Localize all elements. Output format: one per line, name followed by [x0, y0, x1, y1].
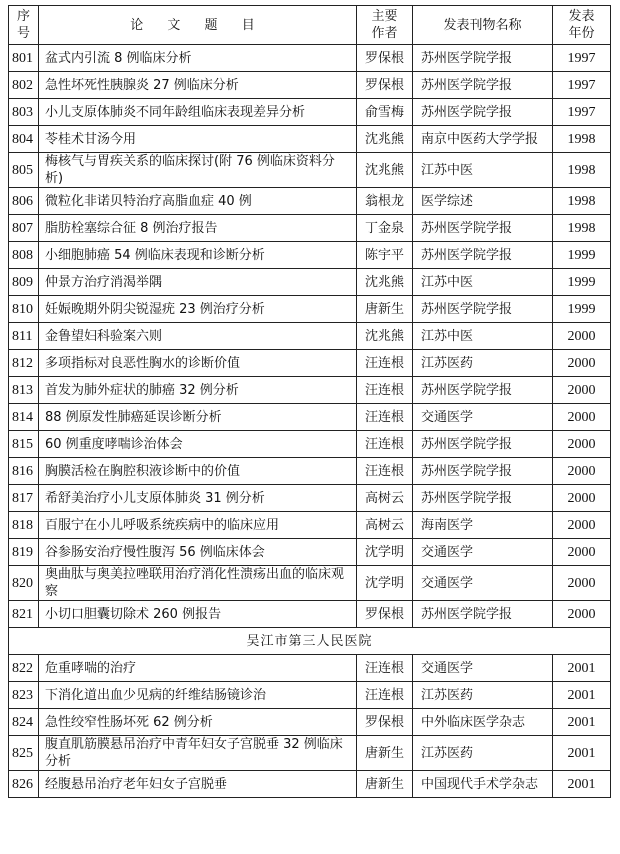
- row-year: 2000: [553, 404, 611, 431]
- row-author: 沈兆熊: [357, 269, 413, 296]
- row-year: 1999: [553, 269, 611, 296]
- table-row: [9, 296, 611, 323]
- row-year: 2000: [553, 566, 611, 601]
- row-journal: 交通医学: [413, 566, 553, 601]
- table-row: [9, 771, 611, 798]
- row-journal: 苏州医学院学报: [413, 242, 553, 269]
- row-title: 奥曲肽与奥美拉唑联用治疗消化性溃疡出血的临床观察: [39, 566, 357, 601]
- row-journal: 医学综述: [413, 188, 553, 215]
- row-journal: 海南医学: [413, 512, 553, 539]
- table-row: [9, 188, 611, 215]
- row-number: 823: [9, 682, 39, 709]
- table-row: [9, 72, 611, 99]
- header-year: 发表 年份: [553, 6, 611, 45]
- section-row: [9, 628, 611, 655]
- row-title: 希舒美治疗小儿支原体肺炎 31 例分析: [39, 485, 357, 512]
- row-journal: 交通医学: [413, 539, 553, 566]
- row-author: 罗保根: [357, 72, 413, 99]
- header-title: 论 文 题 目: [39, 6, 357, 45]
- row-year: 1997: [553, 45, 611, 72]
- row-number: 820: [9, 566, 39, 601]
- row-number: 811: [9, 323, 39, 350]
- row-author: 唐新生: [357, 771, 413, 798]
- row-author: 沈兆熊: [357, 323, 413, 350]
- row-author: 汪连根: [357, 655, 413, 682]
- row-author: 汪连根: [357, 682, 413, 709]
- row-title: 盆式内引流 8 例临床分析: [39, 45, 357, 72]
- row-journal: 江苏医药: [413, 682, 553, 709]
- row-journal: 交通医学: [413, 655, 553, 682]
- row-author: 沈兆熊: [357, 126, 413, 153]
- row-author: 丁金泉: [357, 215, 413, 242]
- row-year: 1997: [553, 99, 611, 126]
- table-row: [9, 99, 611, 126]
- row-journal: 中外临床医学杂志: [413, 709, 553, 736]
- row-year: 1998: [553, 188, 611, 215]
- table-row: [9, 458, 611, 485]
- row-number: 801: [9, 45, 39, 72]
- row-author: 汪连根: [357, 458, 413, 485]
- row-number: 819: [9, 539, 39, 566]
- row-year: 1997: [553, 72, 611, 99]
- header-journal: 发表刊物名称: [413, 6, 553, 45]
- row-number: 808: [9, 242, 39, 269]
- row-title: 危重哮喘的治疗: [39, 655, 357, 682]
- row-year: 2001: [553, 682, 611, 709]
- row-number: 816: [9, 458, 39, 485]
- row-title: 百服宁在小儿呼吸系统疾病中的临床应用: [39, 512, 357, 539]
- table-row: [9, 709, 611, 736]
- table-row: [9, 655, 611, 682]
- row-number: 824: [9, 709, 39, 736]
- row-author: 罗保根: [357, 709, 413, 736]
- row-author: 俞雪梅: [357, 99, 413, 126]
- row-year: 1998: [553, 126, 611, 153]
- row-journal: 苏州医学院学报: [413, 72, 553, 99]
- row-year: 2001: [553, 771, 611, 798]
- table-row: [9, 601, 611, 628]
- row-year: 2000: [553, 377, 611, 404]
- header-no: 序 号: [9, 6, 39, 45]
- table-body-2: [9, 655, 611, 798]
- row-number: 804: [9, 126, 39, 153]
- row-author: 高树云: [357, 485, 413, 512]
- row-author: 唐新生: [357, 296, 413, 323]
- row-number: 812: [9, 350, 39, 377]
- row-year: 2000: [553, 458, 611, 485]
- section-body: [9, 628, 611, 655]
- row-number: 802: [9, 72, 39, 99]
- table-row: [9, 242, 611, 269]
- table-row: [9, 512, 611, 539]
- table-row: [9, 269, 611, 296]
- row-year: 2001: [553, 655, 611, 682]
- row-title: 小切口胆囊切除术 260 例报告: [39, 601, 357, 628]
- row-author: 沈兆熊: [357, 153, 413, 188]
- table-row: [9, 736, 611, 771]
- table-header-row: [9, 6, 611, 45]
- row-year: 1999: [553, 242, 611, 269]
- row-journal: 江苏医药: [413, 736, 553, 771]
- table-body-1: [9, 45, 611, 628]
- row-number: 822: [9, 655, 39, 682]
- row-title: 急性绞窄性肠坏死 62 例分析: [39, 709, 357, 736]
- row-title: 妊娠晚期外阴尖锐湿疣 23 例治疗分析: [39, 296, 357, 323]
- row-author: 陈宇平: [357, 242, 413, 269]
- paper-list-table: [8, 5, 611, 798]
- table-row: [9, 682, 611, 709]
- row-journal: 江苏中医: [413, 323, 553, 350]
- table-row: [9, 323, 611, 350]
- row-year: 2000: [553, 350, 611, 377]
- row-year: 1998: [553, 215, 611, 242]
- row-number: 805: [9, 153, 39, 188]
- row-journal: 苏州医学院学报: [413, 296, 553, 323]
- row-journal: 苏州医学院学报: [413, 377, 553, 404]
- row-journal: 苏州医学院学报: [413, 458, 553, 485]
- row-title: 金鲁望妇科验案六则: [39, 323, 357, 350]
- row-number: 826: [9, 771, 39, 798]
- row-number: 803: [9, 99, 39, 126]
- row-year: 2000: [553, 485, 611, 512]
- row-journal: 苏州医学院学报: [413, 601, 553, 628]
- row-journal: 苏州医学院学报: [413, 485, 553, 512]
- table-row: [9, 215, 611, 242]
- table-row: [9, 431, 611, 458]
- row-journal: 江苏中医: [413, 153, 553, 188]
- row-journal: 江苏医药: [413, 350, 553, 377]
- row-title: 小儿支原体肺炎不同年龄组临床表现差异分析: [39, 99, 357, 126]
- row-number: 814: [9, 404, 39, 431]
- row-title: 腹直肌筋膜悬吊治疗中青年妇女子宫脱垂 32 例临床分析: [39, 736, 357, 771]
- row-number: 825: [9, 736, 39, 771]
- row-journal: 江苏中医: [413, 269, 553, 296]
- row-title: 下消化道出血少见病的纤维结肠镜诊治: [39, 682, 357, 709]
- table-row: [9, 126, 611, 153]
- row-author: 汪连根: [357, 350, 413, 377]
- row-title: 仲景方治疗消渴举隅: [39, 269, 357, 296]
- row-title: 脂肪栓塞综合征 8 例治疗报告: [39, 215, 357, 242]
- table-row: [9, 566, 611, 601]
- table-row: [9, 377, 611, 404]
- row-number: 809: [9, 269, 39, 296]
- row-title: 经腹悬吊治疗老年妇女子宫脱垂: [39, 771, 357, 798]
- row-year: 1999: [553, 296, 611, 323]
- row-author: 翁根龙: [357, 188, 413, 215]
- row-title: 首发为肺外症状的肺癌 32 例分析: [39, 377, 357, 404]
- row-year: 2000: [553, 539, 611, 566]
- row-journal: 交通医学: [413, 404, 553, 431]
- row-title: 微粒化非诺贝特治疗高脂血症 40 例: [39, 188, 357, 215]
- row-title: 梅核气与胃疾关系的临床探讨(附 76 例临床资料分析): [39, 153, 357, 188]
- row-author: 汪连根: [357, 431, 413, 458]
- table-row: [9, 485, 611, 512]
- row-year: 2001: [553, 709, 611, 736]
- row-title: 谷参肠安治疗慢性腹泻 56 例临床体会: [39, 539, 357, 566]
- table-row: [9, 350, 611, 377]
- section-title: 吴江市第三人民医院: [9, 628, 611, 655]
- row-number: 806: [9, 188, 39, 215]
- row-number: 810: [9, 296, 39, 323]
- row-number: 818: [9, 512, 39, 539]
- row-journal: 南京中医药大学学报: [413, 126, 553, 153]
- row-title: 60 例重度哮喘诊治体会: [39, 431, 357, 458]
- row-journal: 中国现代手术学杂志: [413, 771, 553, 798]
- table-row: [9, 404, 611, 431]
- table-row: [9, 153, 611, 188]
- row-year: 2000: [553, 601, 611, 628]
- row-year: 2000: [553, 323, 611, 350]
- row-journal: 苏州医学院学报: [413, 215, 553, 242]
- row-title: 急性坏死性胰腺炎 27 例临床分析: [39, 72, 357, 99]
- header-author: 主要 作者: [357, 6, 413, 45]
- row-number: 815: [9, 431, 39, 458]
- row-author: 罗保根: [357, 45, 413, 72]
- row-journal: 苏州医学院学报: [413, 431, 553, 458]
- row-author: 罗保根: [357, 601, 413, 628]
- row-year: 2000: [553, 512, 611, 539]
- row-journal: 苏州医学院学报: [413, 99, 553, 126]
- row-title: 胸膜活检在胸腔积液诊断中的价值: [39, 458, 357, 485]
- table-row: [9, 539, 611, 566]
- row-author: 汪连根: [357, 404, 413, 431]
- row-title: 多项指标对良恶性胸水的诊断价值: [39, 350, 357, 377]
- row-number: 817: [9, 485, 39, 512]
- row-title: 小细胞肺癌 54 例临床表现和诊断分析: [39, 242, 357, 269]
- row-journal: 苏州医学院学报: [413, 45, 553, 72]
- row-year: 2001: [553, 736, 611, 771]
- table-row: [9, 45, 611, 72]
- row-author: 高树云: [357, 512, 413, 539]
- row-number: 807: [9, 215, 39, 242]
- row-year: 1998: [553, 153, 611, 188]
- row-author: 唐新生: [357, 736, 413, 771]
- row-year: 2000: [553, 431, 611, 458]
- row-number: 813: [9, 377, 39, 404]
- row-title: 88 例原发性肺癌延误诊断分析: [39, 404, 357, 431]
- row-title: 苓桂术甘汤今用: [39, 126, 357, 153]
- row-author: 汪连根: [357, 377, 413, 404]
- row-number: 821: [9, 601, 39, 628]
- row-author: 沈学明: [357, 566, 413, 601]
- row-author: 沈学明: [357, 539, 413, 566]
